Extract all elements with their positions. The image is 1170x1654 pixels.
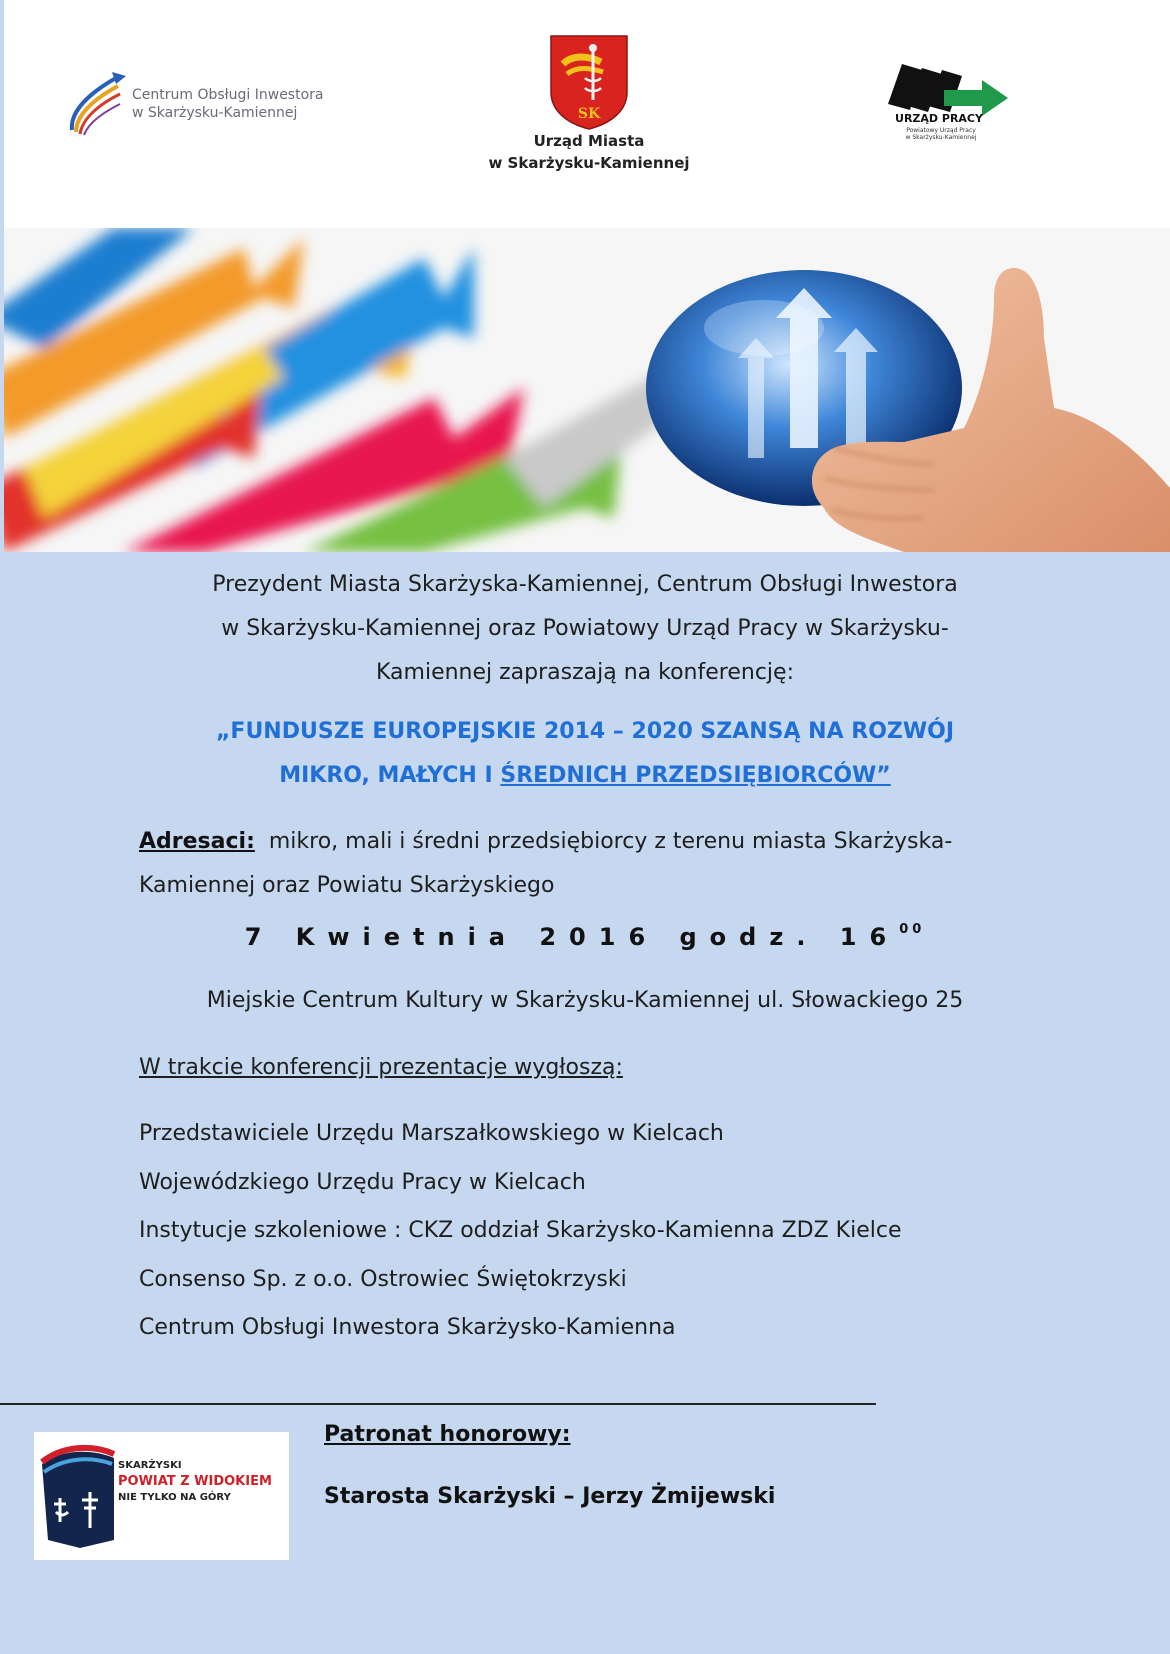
cobi-line2: w Skarżysku-Kamiennej [132,105,298,121]
powiat-line2: POWIAT Z WIDOKIEM [118,1474,272,1489]
cobi-line1: Centrum Obsługi Inwestora [132,87,324,103]
city-line1: Urząd Miasta [533,132,645,150]
recipients-line1 [139,820,1059,864]
event-date [120,922,1050,951]
cobi-logo [68,72,328,142]
recipients-paragraph [139,820,1059,908]
labour-office-sub1: Powiatowy Urząd Pracy [906,127,976,134]
labour-office-icon [882,60,1012,120]
recipients-text1: mikro, mali i średni przedsiębiorcy z terenu miasta Skarżyska- [268,829,953,854]
crest-letters: SK [577,106,601,122]
speakers-heading: W trakcie konferencji prezentacje wygłoszą: [139,1055,623,1080]
powiat-logo [34,1432,289,1560]
labour-office-subtitle [896,127,986,141]
speakers-list [139,1110,1089,1353]
hero-illustration [4,228,1170,552]
event-date-text: 7 Kwietnia 2016 godz. 16 [244,923,900,951]
speaker-item: Instytucje szkoleniowe : CKZ oddział Skarżysko-Kamienna ZDZ Kielce [139,1218,902,1243]
city-crest-icon [549,34,629,130]
speaker-item: Consenso Sp. z o.o. Ostrowiec Świętokrzyski [139,1266,627,1292]
intro-paragraph [120,563,1050,695]
patronage-heading: Patronat honorowy: [324,1422,571,1447]
section-divider [0,1403,876,1405]
recipients-text2: Kamiennej oraz Powiatu Skarżyskiego [139,873,555,898]
patronage-name: Starosta Skarżyski – Jerzy Żmijewski [324,1484,776,1509]
title-line2 [90,754,1080,798]
powiat-line3: NIE TYLKO NA GÓRY [118,1492,231,1503]
intro-line1: Prezydent Miasta Skarżyska-Kamiennej, Centrum Obsługi Inwestora [212,572,958,597]
speaker-item: Centrum Obsługi Inwestora Skarżysko-Kamienna [139,1315,676,1340]
recipients-label: Adresaci: [139,829,255,854]
powiat-line1: SKARŻYSKI [118,1460,182,1471]
cobi-swoosh-icon [68,72,128,142]
event-time-minutes: 00 [899,922,926,937]
logo-header [4,0,1170,228]
labour-office-sub2: w Skarżysku-Kamiennej [905,134,977,141]
conference-title [90,710,1080,798]
city-line2: w Skarżysku-Kamiennej [488,154,690,172]
title-line2-a: MIKRO, MAŁYCH I [279,763,501,788]
title-line1: „FUNDUSZE EUROPEJSKIE 2014 – 2020 SZANSĄ NA ROZWÓJ [215,719,955,744]
speaker-item: Przedstawiciele Urzędu Marszałkowskiego w Kielcach [139,1121,724,1146]
title-line2-b: ŚREDNICH PRZEDSIĘBIORCÓW” [500,763,891,788]
speaker-item: Wojewódzkiego Urzędu Pracy w Kielcach [139,1169,586,1195]
city-hall-logo [464,34,714,184]
event-venue: Miejskie Centrum Kultury w Skarżysku-Kamiennej ul. Słowackiego 25 [206,988,964,1013]
labour-office-title: URZĄD PRACY [895,112,983,125]
powiat-shield-icon [40,1442,116,1552]
intro-line2: w Skarżysku-Kamiennej oraz Powiatowy Urząd Pracy w Skarżysku- [221,616,949,641]
cobi-logo-text [132,86,324,122]
city-hall-text [464,130,714,174]
labour-office-logo [882,60,1022,150]
intro-line3: Kamiennej zapraszają na konferencję: [376,660,794,685]
growth-arrows-image [4,228,1170,552]
